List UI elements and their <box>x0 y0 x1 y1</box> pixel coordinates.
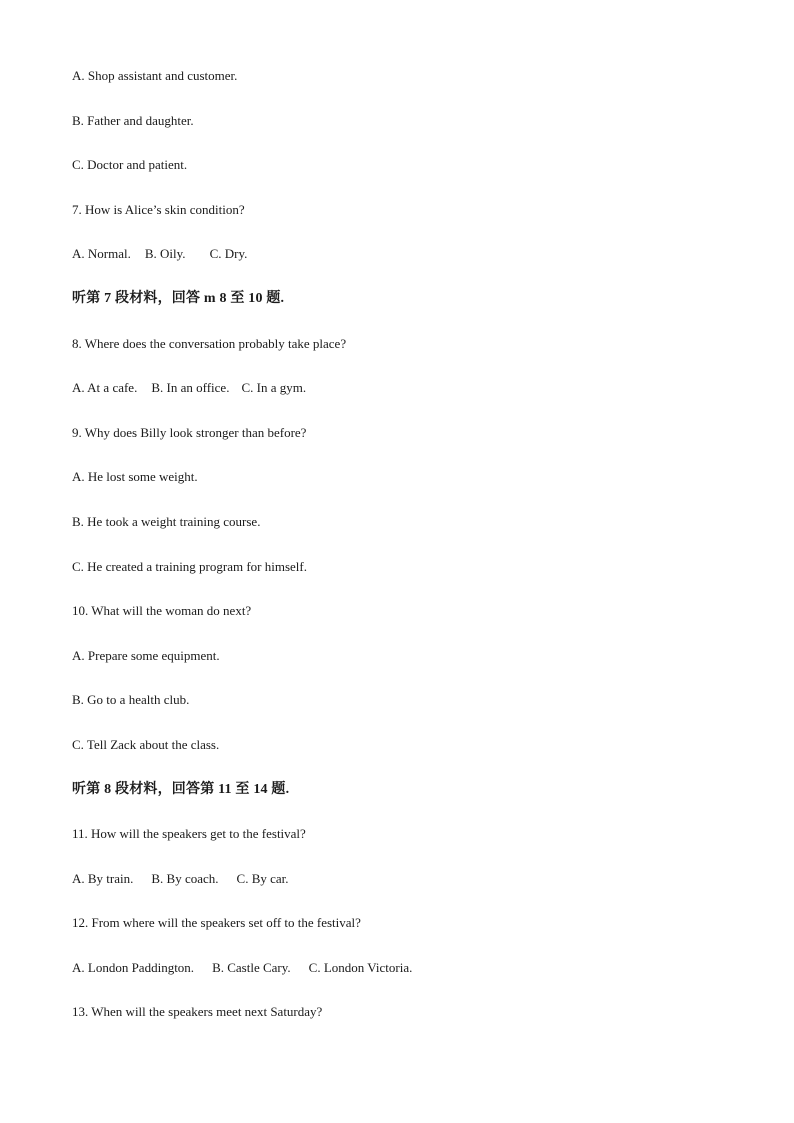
option-q6-b: B. Father and daughter. <box>72 112 194 128</box>
option-q10-a: A. Prepare some equipment. <box>72 647 220 663</box>
question-7: 7. How is Alice’s skin condition? <box>72 201 245 217</box>
question-8: 8. Where does the conversation probably take place? <box>72 335 347 351</box>
question-13: 13. When will the speakers meet next Saturday? <box>72 1004 323 1020</box>
option-q6-c: C. Doctor and patient. <box>72 157 188 173</box>
option-q7-c: C. Dry. <box>209 246 248 262</box>
option-q9-c: C. He created a training program for himself. <box>72 558 307 574</box>
option-q7-b: B. Oily. <box>144 246 186 262</box>
option-q12-a: A. London Paddington. <box>72 959 195 975</box>
options-q12 <box>72 958 732 1003</box>
question-11: 11. How will the speakers get to the festival? <box>72 826 306 842</box>
question-12: 12. From where will the speakers set off to the festival? <box>72 915 361 931</box>
option-q8-b: B. In an office. <box>151 380 230 396</box>
options-q7 <box>72 244 732 289</box>
question-10: 10. What will the woman do next? <box>72 603 252 619</box>
option-q11-a: A. By train. <box>72 870 134 886</box>
option-q9-a: A. He lost some weight. <box>72 469 198 485</box>
option-q9-b: B. He took a weight training course. <box>72 513 261 529</box>
options-q11 <box>72 869 732 914</box>
option-q7-a: A. Normal. <box>72 246 131 262</box>
option-q8-c: C. In a gym. <box>241 380 307 396</box>
section-heading-8: 听第 8 段材料，回答第 11 至 14 题. <box>72 781 290 797</box>
option-q12-c: C. London Victoria. <box>308 959 413 975</box>
option-q11-c: C. By car. <box>236 870 289 886</box>
option-q6-a: A. Shop assistant and customer. <box>72 68 238 83</box>
option-q11-b: B. By coach. <box>151 870 219 886</box>
section-heading-7: 听第 7 段材料，回答 m 8 至 10 题. <box>72 290 285 306</box>
options-q8 <box>72 378 732 423</box>
option-q12-b: B. Castle Cary. <box>212 959 291 975</box>
option-q10-b: B. Go to a health club. <box>72 692 190 708</box>
option-q8-a: A. At a cafe. <box>72 380 138 396</box>
question-9: 9. Why does Billy look stronger than before? <box>72 424 307 440</box>
option-q10-c: C. Tell Zack about the class. <box>72 736 220 752</box>
question-list <box>72 66 732 1047</box>
